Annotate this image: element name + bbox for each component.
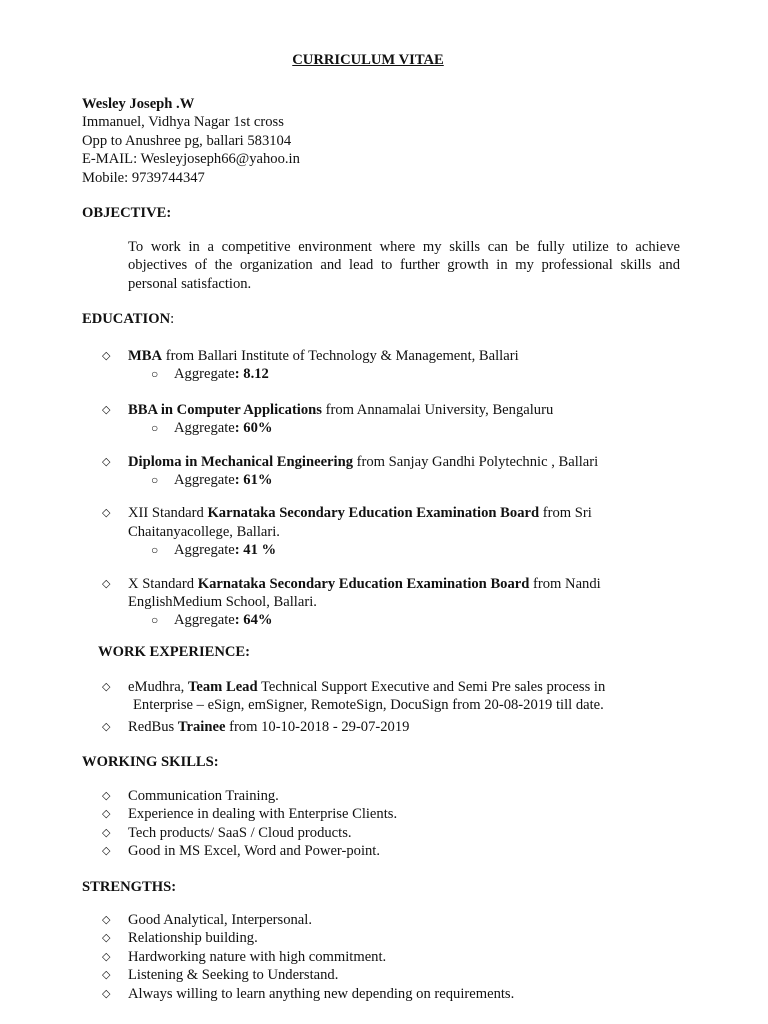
aggregate-value: : 8.12	[234, 366, 269, 383]
skills-list	[82, 787, 682, 861]
list-item	[82, 453, 682, 490]
strengths-heading: STRENGTHS:	[82, 879, 177, 895]
strength-text: Hardworking nature with high commitment.	[128, 948, 387, 965]
circle-bullet-icon: ○	[151, 421, 159, 436]
diamond-bullet-icon: ◇	[102, 790, 111, 802]
objective-heading: OBJECTIVE:	[82, 205, 172, 221]
institution-text: from Annamalai University, Bengaluru	[321, 401, 554, 418]
diamond-bullet-icon: ◇	[102, 826, 111, 839]
list-item	[82, 678, 682, 715]
strength-text: Relationship building.	[128, 930, 258, 947]
strength-text: Good Analytical, Interpersonal.	[128, 912, 312, 928]
role-name: Trainee	[177, 718, 226, 735]
aggregate-label: Aggregate	[174, 542, 235, 559]
aggregate-value: : 41 %	[234, 542, 277, 559]
candidate-name: Wesley Joseph .W	[82, 96, 195, 112]
education-heading	[82, 311, 174, 328]
skill-text: Tech products/ SaaS / Cloud products.	[128, 824, 352, 841]
list-item	[82, 805, 682, 823]
standard-text: XII Standard	[128, 505, 208, 522]
institution-text: from Nandi EnglishMedium School, Ballari.	[128, 575, 601, 611]
degree-name: BBA in Computer Applications	[128, 401, 322, 418]
degree-name: Diploma in Mechanical Engineering	[128, 453, 353, 470]
list-item	[82, 575, 682, 630]
list-item	[82, 347, 682, 384]
aggregate-row	[128, 611, 682, 629]
strengths-list	[82, 911, 682, 1003]
diamond-bullet-icon: ◇	[102, 455, 111, 468]
skill-text: Good in MS Excel, Word and Power-point.	[128, 843, 381, 860]
role-description: Technical Support Executive and Semi Pre sales process in	[257, 679, 606, 695]
aggregate-label: Aggregate	[174, 612, 235, 629]
institution-text: from Sanjay Gandhi Polytechnic , Ballari	[353, 453, 599, 470]
circle-bullet-icon: ○	[151, 473, 159, 488]
aggregate-value: : 61%	[234, 472, 273, 489]
list-item	[82, 401, 682, 438]
diamond-bullet-icon: ◇	[102, 987, 111, 1000]
education-list	[82, 347, 682, 630]
aggregate-label: Aggregate	[174, 420, 235, 437]
diamond-bullet-icon: ◇	[102, 845, 111, 858]
education-heading-colon: :	[170, 311, 175, 327]
diamond-bullet-icon: ◇	[102, 969, 111, 982]
working-skills-heading: WORKING SKILLS:	[82, 754, 219, 770]
list-item	[82, 966, 682, 984]
board-name: Karnataka Secondary Education Examination Board	[207, 505, 540, 522]
list-item	[82, 787, 682, 805]
skill-text: Communication Training.	[128, 788, 279, 804]
address-line-1: Immanuel, Vidhya Nagar 1st cross	[82, 114, 284, 131]
diamond-bullet-icon: ◇	[102, 577, 111, 590]
work-list	[82, 678, 682, 736]
aggregate-value: : 60%	[234, 420, 273, 437]
role-description: from 10-10-2018 - 29-07-2019	[225, 718, 410, 735]
aggregate-label: Aggregate	[174, 366, 235, 383]
email-line: E-MAIL: Wesleyjoseph66@yahoo.in	[82, 151, 300, 168]
company-text: eMudhra,	[128, 679, 188, 695]
skill-text: Experience in dealing with Enterprise Clients.	[128, 806, 398, 823]
address-line-2: Opp to Anushree pg, ballari 583104	[82, 132, 292, 149]
document-title: CURRICULUM VITAE	[292, 52, 444, 68]
aggregate-row	[128, 541, 682, 559]
aggregate-value: : 64%	[234, 612, 273, 629]
work-experience-heading: WORK EXPERIENCE:	[98, 644, 251, 660]
contact-block	[82, 95, 300, 187]
circle-bullet-icon: ○	[151, 613, 159, 628]
role-description-continued: Enterprise – eSign, emSigner, RemoteSign, DocuSign from 20-08-2019 till date.	[133, 697, 604, 714]
board-name: Karnataka Secondary Education Examination Board	[197, 575, 530, 592]
objective-text: To work in a competitive environment where my skills can be fully utilize to achieve objectives of the organization and lead to further growth in my professional skills and personal satisfaction.	[128, 239, 680, 292]
mobile-line: Mobile: 9739744347	[82, 169, 205, 186]
diamond-bullet-icon: ◇	[102, 681, 111, 693]
list-item	[82, 948, 682, 966]
list-item	[82, 718, 682, 736]
list-item	[82, 985, 682, 1003]
diamond-bullet-icon: ◇	[102, 350, 111, 362]
circle-bullet-icon: ○	[151, 367, 159, 382]
diamond-bullet-icon: ◇	[102, 507, 111, 520]
diamond-bullet-icon: ◇	[102, 403, 111, 416]
list-item	[82, 911, 682, 929]
diamond-bullet-icon: ◇	[102, 950, 111, 963]
degree-name: MBA	[128, 348, 163, 364]
diamond-bullet-icon: ◇	[102, 932, 111, 945]
aggregate-label: Aggregate	[174, 472, 235, 489]
aggregate-row	[128, 471, 682, 489]
diamond-bullet-icon: ◇	[102, 720, 111, 733]
list-item	[82, 842, 682, 860]
aggregate-row	[128, 419, 682, 437]
company-text: RedBus	[128, 718, 178, 735]
strength-text: Always willing to learn anything new depending on requirements.	[128, 985, 515, 1002]
institution-text: from Ballari Institute of Technology & Management, Ballari	[162, 348, 519, 364]
list-item	[82, 504, 682, 559]
strength-text: Listening & Seeking to Understand.	[128, 967, 339, 984]
education-heading-label: EDUCATION	[82, 311, 171, 327]
circle-bullet-icon: ○	[151, 543, 159, 558]
aggregate-row	[128, 365, 682, 383]
list-item	[82, 824, 682, 842]
diamond-bullet-icon: ◇	[102, 808, 111, 821]
institution-text: from Sri Chaitanyacollege, Ballari.	[128, 505, 592, 540]
diamond-bullet-icon: ◇	[102, 914, 111, 926]
role-name: Team Lead	[187, 679, 258, 695]
standard-text: X Standard	[128, 575, 198, 592]
list-item	[82, 929, 682, 947]
